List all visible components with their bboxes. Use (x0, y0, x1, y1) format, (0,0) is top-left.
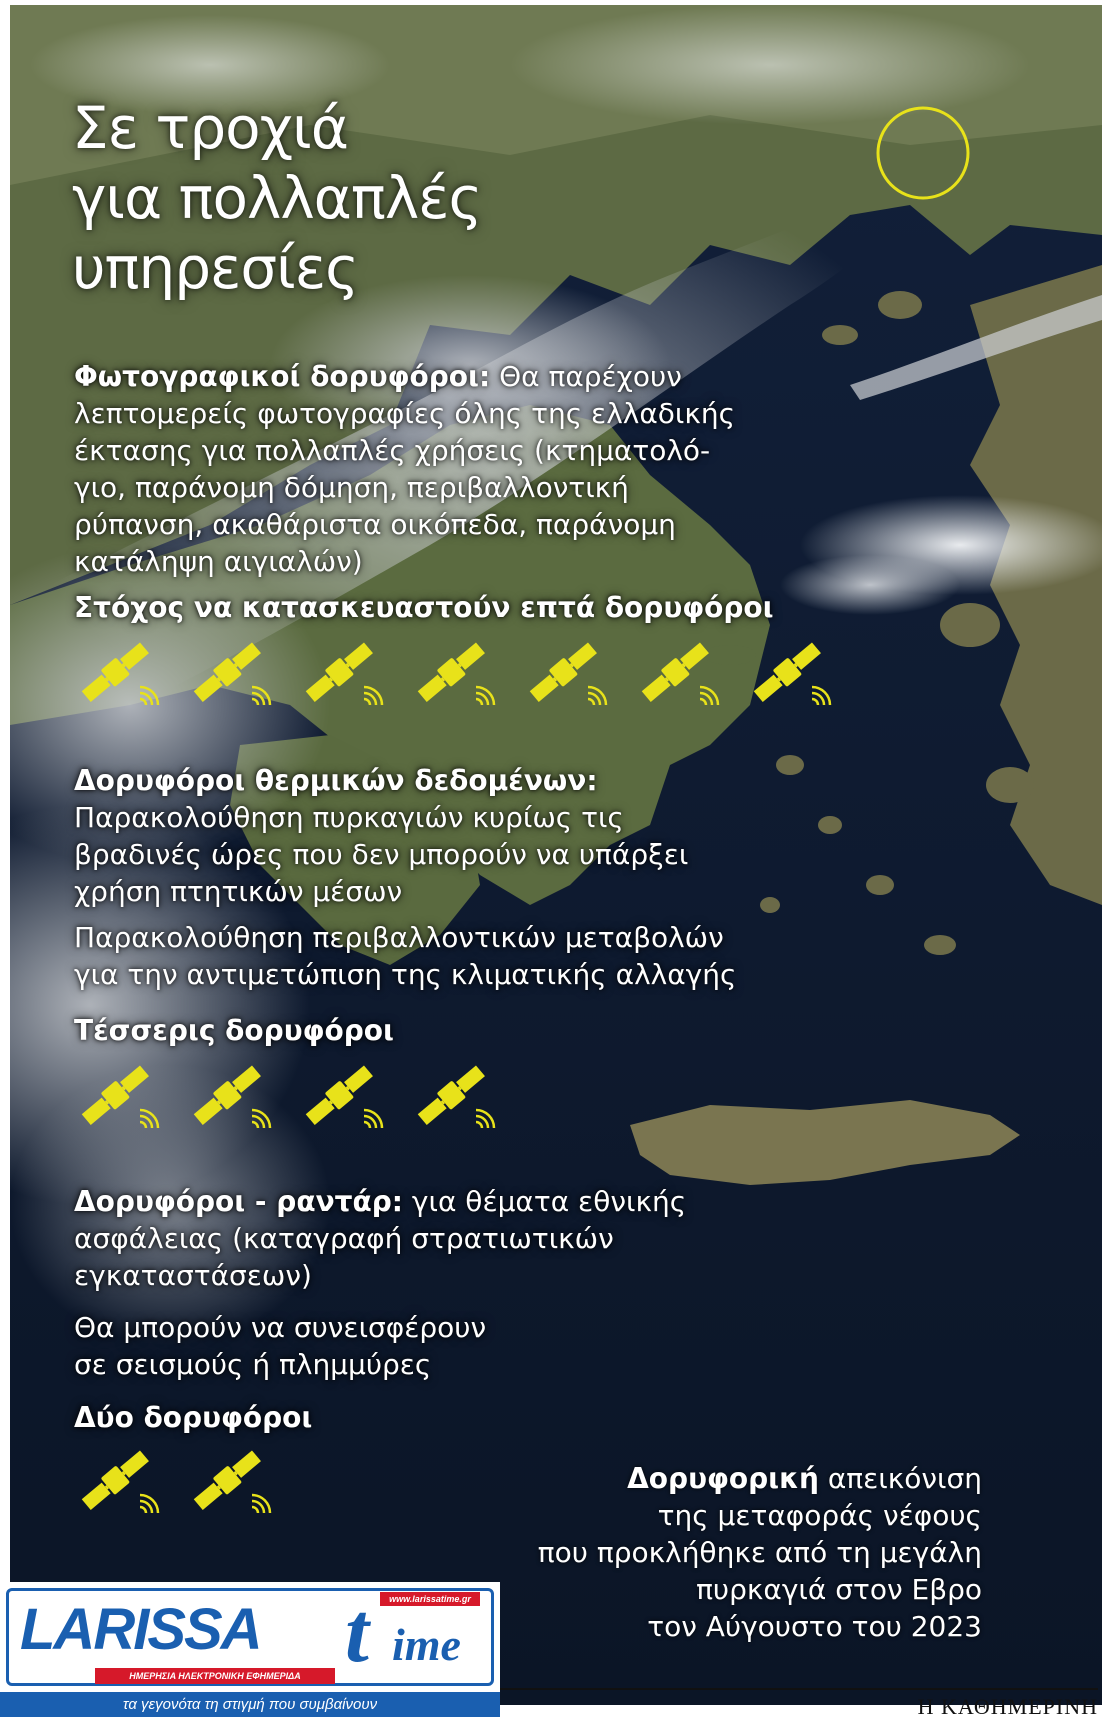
satellite-icon (186, 1060, 280, 1140)
thermal-satellite-icons (74, 1060, 504, 1140)
satellite-image (10, 5, 1102, 1705)
satellite-icon (522, 637, 616, 717)
photo-satellite-icons (74, 637, 840, 717)
satellite-icon (298, 637, 392, 717)
radar-satellites-text-2: Θα μπορούν να συνεισφέρουν σε σεισμούς ή πλημμύρες (74, 1311, 487, 1381)
logo-tagline: τα γεγονότα τη στιγμή που συμβαίνουν (0, 1692, 500, 1717)
thermal-satellites-text: Δορυφόροι θερμικών δεδομένων: Παρακολούθηση πυρκαγιών κυρίως τις βραδινές ώρες που δεν μπορούν να υπάρξει χρήση πτητικών μέσων (74, 764, 689, 908)
satellite-icon (746, 637, 840, 717)
satellite-icon (186, 1445, 280, 1525)
page-title: Σε τροχιά για πολλαπλές υπηρεσίες (72, 94, 482, 302)
photo-satellites-text: Φωτογραφικοί δορυφόροι: Θα παρέχουν λεπτομερείς φωτογραφίες όλης της ελλαδικής έκτασης για πολλαπλές χρήσεις (κτηματολό- γιο, παράνομη δόμηση, περιβαλλοντική ρύπανση, ακαθάριστα οικόπεδα, παράνομη κατάληψη αιγιαλών) (74, 360, 736, 578)
satellite-icon (186, 637, 280, 717)
satellite-icon (410, 637, 504, 717)
radar-satellites-text: Δορυφόροι - ραντάρ: για θέματα εθνικής ασφάλειας (καταγραφή στρατιωτικών εγκαταστάσεων) (74, 1185, 687, 1292)
logo-brand-time: ime (392, 1619, 461, 1670)
thermal-satellites-label: Δορυφόροι θερμικών δεδομένων: (74, 764, 598, 797)
radar-satellites-label: Δορυφόροι - ραντάρ: (74, 1185, 403, 1218)
satellite-icon (74, 637, 168, 717)
logo-brand-text: LARISSA (20, 1597, 261, 1662)
logo-brand-t: t (345, 1584, 369, 1680)
radar-satellites-target: Δύο δορυφόροι (74, 1401, 313, 1434)
satellite-icon (410, 1060, 504, 1140)
source-credit: Η ΚΑΘΗΜΕΡΙΝΗ (478, 1688, 1098, 1717)
image-caption: Δορυφορική απεικόνιση της μεταφοράς νέφους που προκλήθηκε από τη μεγάλη πυρκαγιά στον Εβρο τον Αύγουστο του 2023 (537, 1462, 982, 1643)
satellite-icon (634, 637, 728, 717)
thermal-satellites-target: Τέσσερις δορυφόροι (74, 1014, 394, 1047)
photo-satellites-target: Στόχος να κατασκευαστούν επτά δορυφόροι (74, 591, 774, 624)
thermal-satellites-text-2: Παρακολούθηση περιβαλλοντικών μεταβολών για την αντιμετώπιση της κλιματικής αλλαγής (74, 921, 737, 991)
logo-subtitle: ΗΜΕΡΗΣΙΑ ΗΛΕΚΤΡΟΝΙΚΗ ΕΦΗΜΕΡΙΔΑ (95, 1668, 335, 1684)
radar-satellite-icons (74, 1445, 280, 1525)
logo-url: www.larissatime.gr (380, 1592, 480, 1606)
satellite-icon (298, 1060, 392, 1140)
satellite-icon (74, 1060, 168, 1140)
satellite-icon (74, 1445, 168, 1525)
larissatime-logo[interactable] (0, 1582, 500, 1717)
photo-satellites-label: Φωτογραφικοί δορυφόροι: (74, 360, 491, 393)
